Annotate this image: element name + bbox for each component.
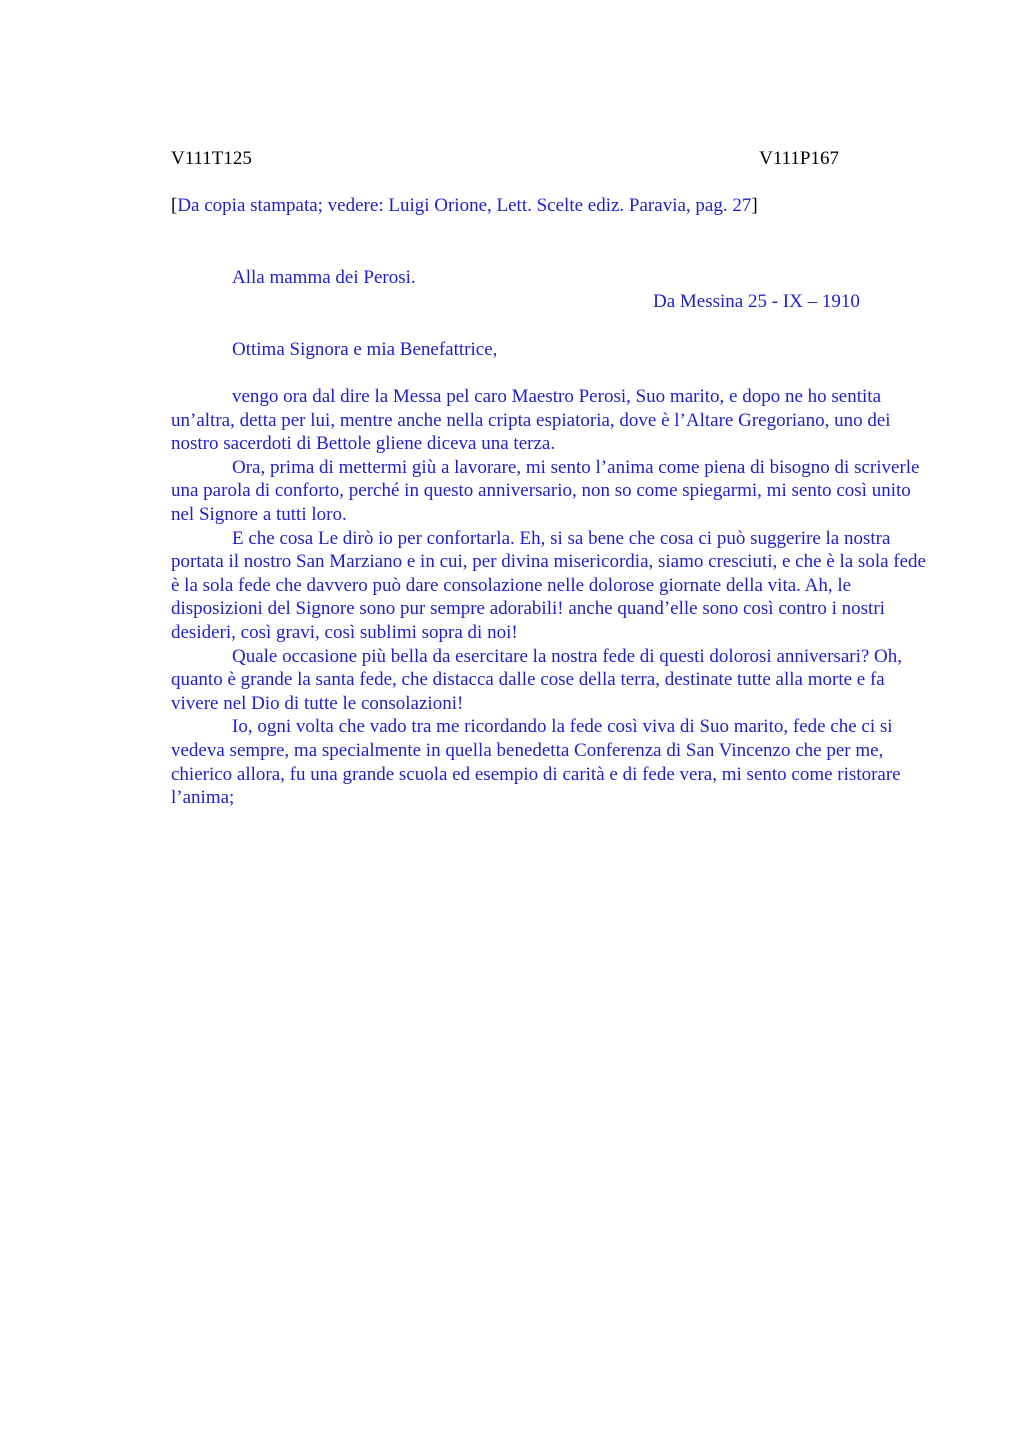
letter-paragraph: vengo ora dal dire la Messa pel caro Maestro Perosi, Suo marito, e dopo ne ho sentita un’altra, detta per lui, mentre anche nella cripta espiatoria, dove è l’Altare Gregoriano, uno dei nostro sacerdoti di Bettole gliene diceva una terza.: [171, 386, 891, 455]
header-row: [171, 147, 839, 171]
letter-body: [171, 385, 927, 810]
letter-paragraph: Io, ogni volta che vado tra me ricordando la fede così viva di Suo marito, fede che ci si vedeva sempre, ma specialmente in quella benedetta Conferenza di San Vincenzo che per me, chierico allora, fu una grande scuola ed esempio di carità e di fede vera, mi sento come ristorare l’anima;: [171, 716, 901, 809]
letter-paragraph: Quale occasione più bella da esercitare la nostra fede di questi dolorosi anniversari? Oh, quanto è grande la santa fede, che distacca dalle cose della terra, destinate tutte alla morte e fa vivere nel Dio di tutte le consolazioni!: [171, 645, 903, 714]
volume-text-code: V111T125: [171, 148, 252, 169]
source-note-text: Da copia stampata; vedere: Luigi Orione, Lett. Scelte ediz. Paravia, pag. 27: [177, 195, 752, 216]
letter-salutation: Ottima Signora e mia Benefattrice,: [232, 339, 498, 360]
letter-paragraph: Ora, prima di mettermi giù a lavorare, mi sento l’anima come piena di bisogno di scriverle una parola di conforto, perché in questo anniversario, non so come spiegarmi, mi sento così unito nel Signore a tutti loro.: [171, 456, 920, 525]
letter-dateline: Da Messina 25 - IX – 1910: [653, 291, 860, 312]
volume-page-code: V111P167: [759, 148, 839, 169]
source-note-close-bracket: ]: [751, 195, 758, 216]
letter-addressee: Alla mamma dei Perosi.: [232, 267, 416, 288]
source-note: [171, 194, 931, 218]
source-note-open-bracket: [: [171, 195, 178, 216]
letter-paragraph: E che cosa Le dirò io per confortarla. Eh, si sa bene che cosa ci può suggerire la nostra portata il nostro San Marziano e in cui, per divina misericordia, siamo cresciuti, e che è la sola fede è la sola fede che davvero può dare consolazione nelle dolorose giornate della vita. Ah, le disposizioni del Signore sono pur sempre adorabili! anche quand’elle sono così contro i nostri desideri, così gravi, così sublimi sopra di noi!: [171, 527, 926, 643]
